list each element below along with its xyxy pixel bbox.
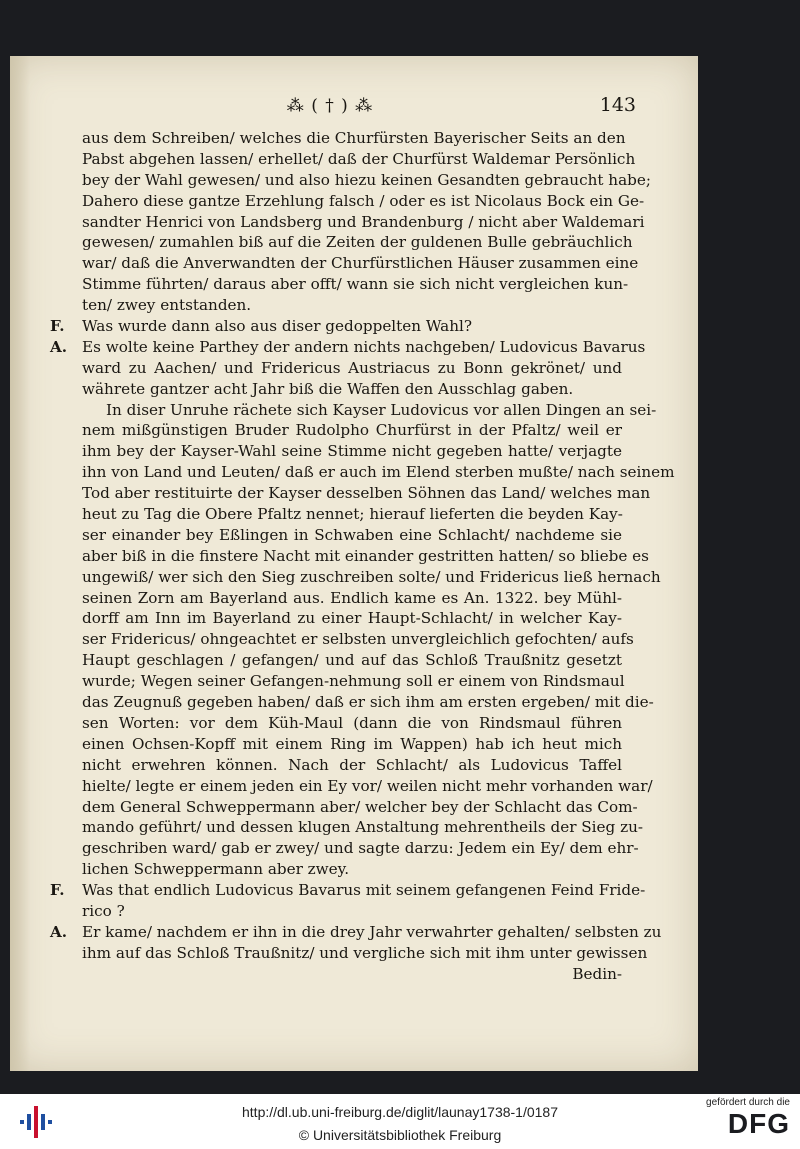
text-line <box>82 817 643 838</box>
text-line <box>82 441 622 462</box>
page-gutter-shadow <box>10 56 30 1071</box>
body-text <box>50 128 675 985</box>
line-text: währete gantzer acht Jahr biß die Waffen den Ausschlag gaben. <box>82 379 574 398</box>
text-line <box>82 504 622 525</box>
text-line <box>82 149 636 170</box>
viewer-footer <box>0 1094 800 1149</box>
line-text: ungewiß/ wer sich den Sieg zuschreiben solte/ und Fridericus ließ hernach <box>82 567 661 586</box>
qa-marker: F. <box>50 881 65 900</box>
qa-marker: F. <box>50 317 65 336</box>
line-text: Pabst abgehen lassen/ erhellet/ daß der Churfürst Waldemar Persönlich <box>82 149 636 168</box>
line-text: rico ? <box>82 901 125 920</box>
dfg-logo[interactable]: DFG <box>727 1108 790 1139</box>
line-text: nem mißgünstigen Bruder Rudolpho Churfürst in der Pfaltz/ weil er <box>82 421 622 440</box>
line-text: Haupt geschlagen / gefangen/ und auf das Schloß Traußnitz gesetzt <box>82 651 622 670</box>
line-text: In diser Unruhe rächete sich Kayser Ludovicus vor allen Dingen an sei- <box>106 400 657 419</box>
line-text: das Zeugnuß gegeben haben/ daß er sich ihm am ersten ergeben/ mit die- <box>82 693 654 712</box>
line-text: ward zu Aachen/ und Fridericus Austriacus zu Bonn gekrönet/ und <box>82 358 622 377</box>
line-text: lichen Schweppermann aber zwey. <box>82 860 350 879</box>
page-header <box>10 96 698 124</box>
line-text: ser Fridericus/ ohngeachtet er selbsten unvergleichlich gefochten/ aufs <box>82 630 634 649</box>
line-text: ihm bey der Kayser-Wahl seine Stimme nicht gegeben hatte/ verjagte <box>82 442 622 461</box>
line-text: ten/ zwey entstanden. <box>82 296 252 315</box>
line-text: Dahero diese gantze Erzehlung falsch / oder es ist Nicolaus Bock ein Ge- <box>82 191 645 210</box>
sponsor-caption: gefördert durch die <box>706 1097 790 1108</box>
text-line <box>82 128 626 149</box>
text-line <box>82 462 675 483</box>
line-text: aus dem Schreiben/ welches die Churfürsten Bayerischer Seits an den <box>82 129 626 147</box>
text-line <box>82 734 622 755</box>
text-line <box>50 922 662 943</box>
text-line <box>82 191 645 212</box>
copyright-notice: © Universitätsbibliothek Freiburg <box>298 1127 502 1143</box>
line-text: gewesen/ zumahlen biß auf die Zeiten der guldenen Bulle gebräuchlich <box>82 233 633 252</box>
text-line <box>82 420 622 441</box>
line-text: dorff am Inn im Bayerland zu einer Haupt-Schlacht/ in welcher Kay- <box>82 609 622 628</box>
line-text: geschriben ward/ gab er zwey/ und sagte darzu: Jedem ein Ey/ dem ehr- <box>82 839 639 858</box>
text-line <box>82 274 629 295</box>
text-line <box>82 608 622 629</box>
book-page <box>10 56 698 1071</box>
permalink-url[interactable]: http://dl.ub.uni-freiburg.de/diglit/launay1738-1/0187 <box>242 1104 558 1120</box>
line-text: ser einander bey Eßlingen in Schwaben eine Schlacht/ nachdeme sie <box>82 525 622 544</box>
text-line <box>50 316 622 337</box>
text-line <box>82 692 654 713</box>
text-line <box>82 901 622 922</box>
catchword: Bedin- <box>572 964 622 983</box>
header-ornament: ⁂ ( † ) ⁂ <box>286 96 374 116</box>
text-line <box>82 358 622 379</box>
line-text: aber biß in die finstere Nacht mit einander gestritten hatten/ so bliebe es <box>82 546 649 565</box>
text-line <box>82 170 651 191</box>
text-line <box>82 253 639 274</box>
line-text: bey der Wahl gewesen/ und also hiezu keinen Gesandten gebraucht habe; <box>82 170 651 189</box>
text-line <box>82 483 651 504</box>
line-text: Tod aber restituirte der Kayser desselben Söhnen das Land/ welches man <box>82 484 651 503</box>
line-text: ihn von Land und Leuten/ daß er auch im Elend sterben mußte/ nach seinem <box>82 463 675 482</box>
line-text: nicht erwehren können. Nach der Schlacht/ als Ludovicus Taffel <box>82 755 622 774</box>
line-text: sandter Henrici von Landsberg und Brandenburg / nicht aber Waldemari <box>82 212 645 231</box>
text-line <box>82 400 657 421</box>
text-line <box>82 546 649 567</box>
text-line <box>82 650 622 671</box>
text-line <box>82 859 622 880</box>
text-line <box>82 943 648 964</box>
text-line <box>82 588 622 609</box>
text-line <box>50 337 646 358</box>
text-line <box>82 232 633 253</box>
line-text: mando geführt/ und dessen klugen Anstaltung mehrentheils der Sieg zu- <box>82 818 643 837</box>
line-text: Was that endlich Ludovicus Bavarus mit seinem gefangenen Feind Fride- <box>82 881 646 900</box>
line-text: Was wurde dann also aus diser gedoppelten Wahl? <box>82 317 472 336</box>
text-line <box>82 629 634 650</box>
text-line <box>82 671 625 692</box>
line-text: einen Ochsen-Kopff mit einem Ring im Wappen) hab ich heut mich <box>82 734 622 753</box>
qa-marker: A. <box>50 337 68 356</box>
line-text: dem General Schweppermann aber/ welcher bey der Schlacht das Com- <box>82 797 638 816</box>
line-text: wurde; Wegen seiner Gefangen-nehmung soll er einem von Rindsmaul <box>82 672 625 691</box>
text-line <box>82 713 622 734</box>
line-text: seinen Zorn am Bayerland aus. Endlich kame es An. 1322. bey Mühl- <box>82 588 622 607</box>
text-line <box>50 880 646 901</box>
line-text: ihm auf das Schloß Traußnitz/ und vergliche sich mit ihm unter gewissen <box>82 943 648 962</box>
line-text: hielte/ legte er einem jeden ein Ey vor/ weilen nicht mehr vorhanden war/ <box>82 776 653 795</box>
line-text: sen Worten: vor dem Küh-Maul (dann die von Rindsmaul führen <box>82 713 622 732</box>
line-text: Stimme führten/ daraus aber offt/ wann sie sich nicht vergleichen kun- <box>82 275 629 294</box>
text-line <box>82 525 622 546</box>
text-line <box>82 379 622 400</box>
text-line <box>82 567 661 588</box>
text-line <box>82 776 653 797</box>
line-text: war/ daß die Anverwandten der Churfürstlichen Häuser zusammen eine <box>82 254 639 273</box>
line-text: heut zu Tag die Obere Pfaltz nennet; hierauf lieferten die beyden Kay- <box>82 505 623 524</box>
text-line <box>82 797 638 818</box>
text-line <box>82 212 645 233</box>
text-line <box>82 295 622 316</box>
text-line <box>82 755 622 776</box>
text-line <box>82 838 639 859</box>
line-text: Es wolte keine Parthey der andern nichts nachgeben/ Ludovicus Bavarus <box>82 337 646 356</box>
qa-marker: A. <box>50 922 68 941</box>
line-text: Er kame/ nachdem er ihn in die drey Jahr verwahrter gehalten/ selbsten zu <box>82 922 662 941</box>
page-number: 143 <box>599 94 636 116</box>
